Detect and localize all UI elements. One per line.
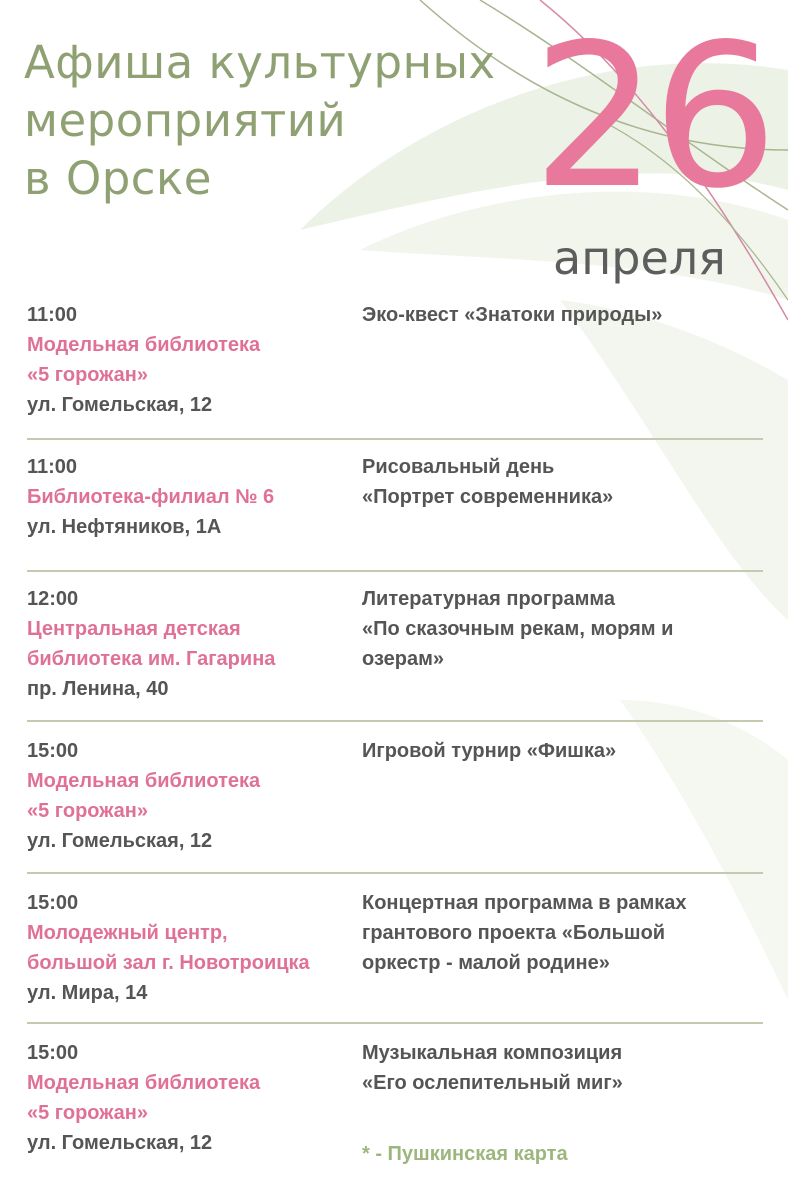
event-venue: Модельная библиотека bbox=[27, 334, 261, 356]
event-title bbox=[362, 1038, 762, 1098]
event-day: 26 bbox=[532, 1, 772, 232]
event-address: ул. Нефтяников, 1А bbox=[27, 516, 222, 538]
event-venue: Молодежный центр, bbox=[27, 922, 228, 944]
event-row bbox=[27, 300, 763, 440]
event-venue: большой зал г. Новотроицка bbox=[27, 952, 310, 974]
title-line: в Орске bbox=[24, 152, 212, 205]
event-title bbox=[362, 452, 762, 512]
event-info bbox=[27, 452, 357, 542]
event-address: ул. Гомельская, 12 bbox=[27, 830, 213, 852]
event-address: ул. Гомельская, 12 bbox=[27, 394, 213, 416]
events-list bbox=[27, 300, 763, 1162]
event-title-line: Музыкальная композиция bbox=[362, 1042, 623, 1064]
event-time: 11:00 bbox=[27, 304, 78, 326]
event-time: 12:00 bbox=[27, 588, 79, 610]
event-title-line: Литературная программа bbox=[362, 588, 616, 610]
event-title-line: грантового проекта «Большой bbox=[362, 922, 666, 944]
event-info bbox=[27, 300, 357, 420]
event-month: апреля bbox=[553, 231, 726, 285]
event-venue: «5 горожан» bbox=[27, 1102, 149, 1124]
event-info bbox=[27, 1038, 357, 1158]
event-title-line: оркестр - малой родине» bbox=[362, 952, 610, 974]
event-time: 11:00 bbox=[27, 456, 78, 478]
event-row bbox=[27, 722, 763, 874]
event-venue: «5 горожан» bbox=[27, 364, 149, 386]
event-title-line: Концертная программа в рамках bbox=[362, 892, 687, 914]
event-venue: библиотека им. Гагарина bbox=[27, 648, 276, 670]
event-venue: Модельная библиотека bbox=[27, 1072, 261, 1094]
event-venue: Модельная библиотека bbox=[27, 770, 261, 792]
event-venue: Библиотека-филиал № 6 bbox=[27, 486, 275, 508]
event-row bbox=[27, 440, 763, 572]
event-info bbox=[27, 584, 357, 704]
title-line: мероприятий bbox=[24, 94, 347, 147]
event-address: ул. Гомельская, 12 bbox=[27, 1132, 213, 1154]
event-venue: «5 горожан» bbox=[27, 800, 149, 822]
event-title bbox=[362, 300, 762, 330]
event-info bbox=[27, 888, 357, 1008]
event-title-line: Эко-квест «Знатоки природы» bbox=[362, 304, 663, 326]
event-title bbox=[362, 584, 762, 674]
title-line: Афиша культурных bbox=[24, 36, 496, 89]
event-title bbox=[362, 736, 762, 766]
event-time: 15:00 bbox=[27, 1042, 79, 1064]
event-row bbox=[27, 874, 763, 1024]
event-address: пр. Ленина, 40 bbox=[27, 678, 169, 700]
event-title-line: озерам» bbox=[362, 648, 445, 670]
event-title-line: Рисовальный день bbox=[362, 456, 555, 478]
event-title-line: «Портрет современника» bbox=[362, 486, 614, 508]
event-time: 15:00 bbox=[27, 740, 79, 762]
event-address: ул. Мира, 14 bbox=[27, 982, 148, 1004]
pushkin-card-footnote: * - Пушкинская карта bbox=[362, 1143, 568, 1165]
event-title-line: «По сказочным рекам, морям и bbox=[362, 618, 674, 640]
event-info bbox=[27, 736, 357, 856]
event-venue: Центральная детская bbox=[27, 618, 241, 640]
page-title bbox=[24, 34, 496, 208]
event-time: 15:00 bbox=[27, 892, 79, 914]
event-title bbox=[362, 888, 762, 978]
event-title-line: «Его ослепительный миг» bbox=[362, 1072, 623, 1094]
event-row bbox=[27, 572, 763, 722]
event-title-line: Игровой турнир «Фишка» bbox=[362, 740, 617, 762]
